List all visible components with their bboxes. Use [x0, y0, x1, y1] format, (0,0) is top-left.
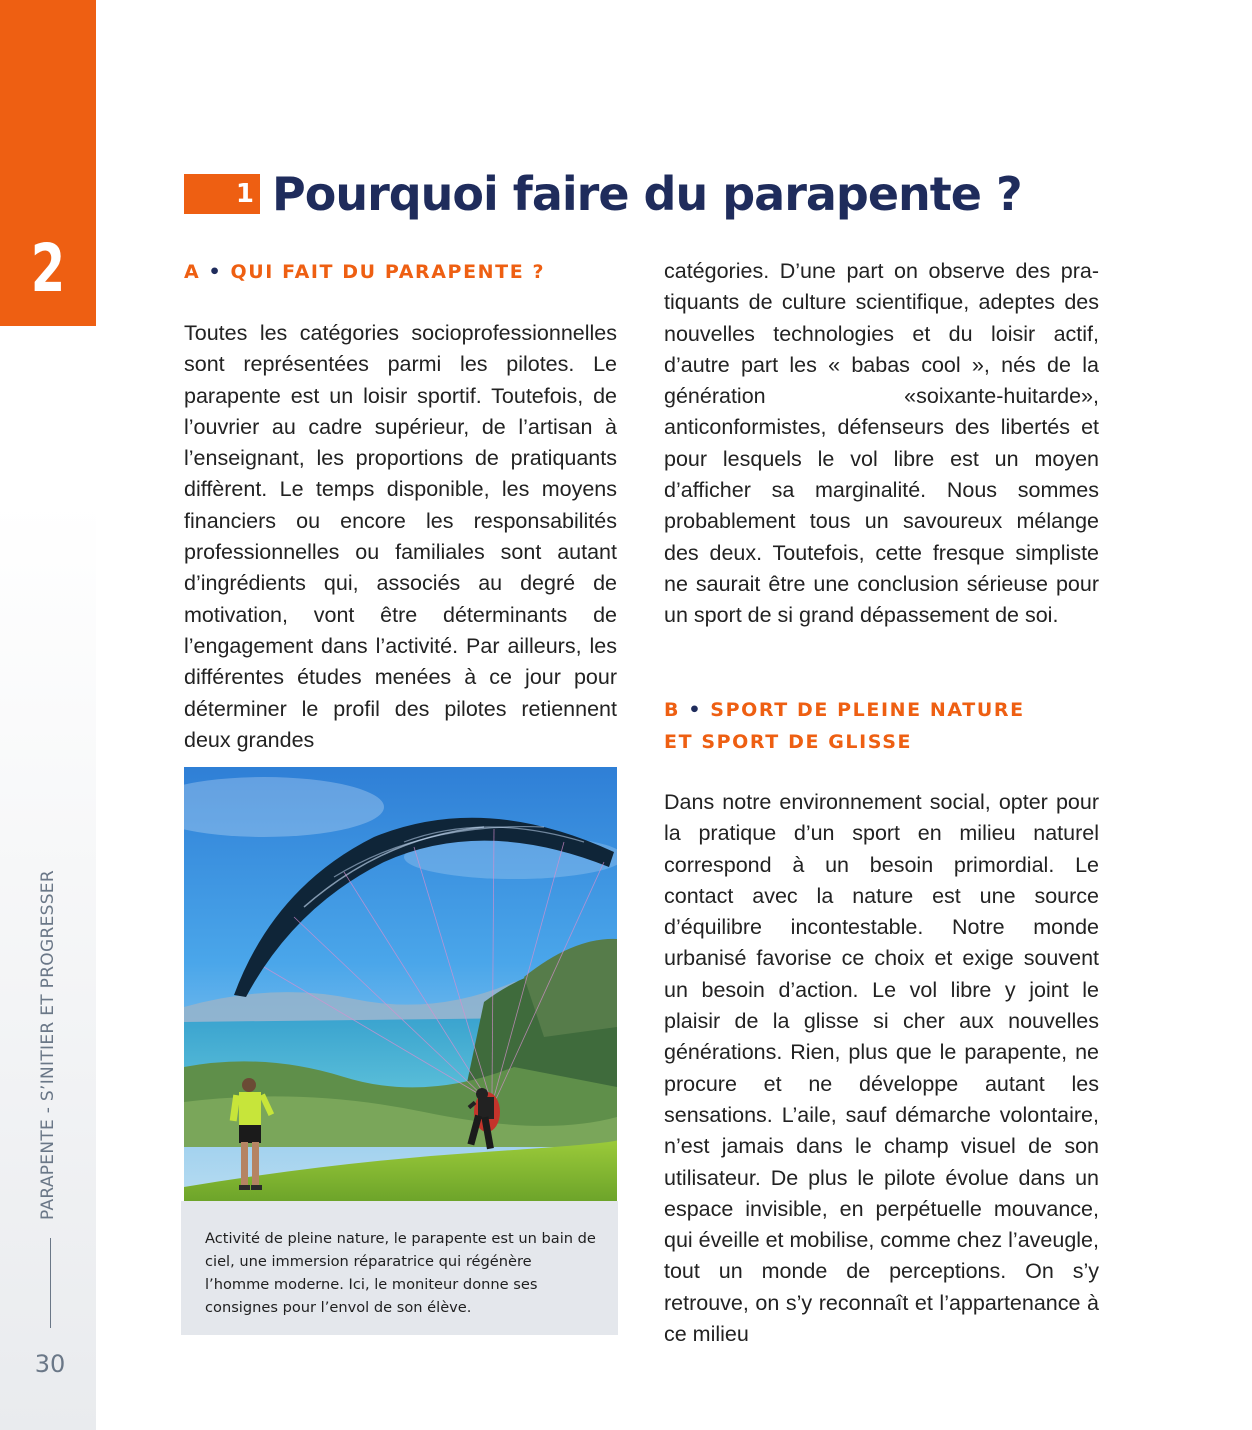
- section-title: Pourquoi faire du parapente ?: [272, 167, 1022, 221]
- running-title: PARAPENTE - S’INITIER ET PROGRESSER: [38, 870, 58, 1220]
- section-number: 1: [235, 179, 254, 209]
- paragraph-col2-b: Dans notre environnement social, opter pour la pratique d’un sport en milieu naturel correspond à un besoin primordial. Le contact avec la nature est une source d’équilibre incontestable. Notre monde urbanisé favorise ce choix et exige souvent un besoin d’action. Le vol libre y joint le plaisir de la glisse si cher aux nouvelles générations. Rien, plus que le parapente, ne procure et ne développe autant les sensations. L’aile, sauf démarche volontaire, n’est jamais dans le champ visuel de son utilisateur. De plus le pilote évolue dans un espace invisible, en perpétuelle mouvance, qui éveille et mobilise, comme chez l’aveugle, tout un monde de perceptions. On s’y retrouve, on s’y reconnaît et l’appartenance à ce milieu: [664, 790, 1099, 1347]
- running-rule: [50, 1238, 51, 1328]
- paragraph-col1: Toutes les catégories socioprofessionnelles sont représentées parmi les pilotes. Le parapente est un loisir sportif. Toutefois, de l’ouvrier au cadre supérieur, de l’artisan à l’enseignant, les proportions de pratiquants diffèrent. Le temps disponible, les moyens financiers ou encore les responsabilités professionnelles ou familiales sont autant d’ingrédients qui, associés au degré de motivation, vont être déterminants de l’engagement dans l’activité. Par ailleurs, les différentes études menées à ce jour pour déterminer le profil des pilotes retiennent deux grandes: [184, 321, 617, 752]
- figure-caption-box: [181, 1201, 618, 1335]
- subsection-a-heading: [184, 256, 545, 288]
- subsection-b-title-line2: ET SPORT DE GLISSE: [664, 731, 913, 753]
- subsection-b-title-line1: SPORT DE PLEINE NATURE: [710, 699, 1025, 721]
- paragraph-col2-continued: catégories. D’une part on observe des pratiquants de culture scientifique, adeptes des nouvelles technologies et du loisir actif, d’autre part les « babas cool », nés de la génération «soixante-huitarde», anticonformistes, défenseurs des libertés et pour lesquels le vol libre est un moyen d’afficher sa marginalité. Nous sommes probablement tous un savoureux mélange des deux. Toutefois, cette fresque simpliste ne saurait être une conclusion sérieuse pour un sport de si grand dépassement de soi.: [664, 259, 1099, 628]
- figure-caption: Activité de pleine nature, le parapente est un bain de ciel, une immersion réparatrice qui régénère l’homme moderne. Ici, le moniteur donne ses consignes pour l’envol de son élève.: [205, 1230, 596, 1316]
- section-heading: [184, 167, 1022, 221]
- subsection-a-title: QUI FAIT DU PARAPENTE ?: [230, 261, 546, 283]
- subsection-b-bullet: •: [688, 699, 703, 721]
- chapter-number: 2: [30, 230, 66, 307]
- section-number-bar: [184, 174, 260, 214]
- subsection-b-letter: B: [664, 699, 681, 721]
- paragliding-photo: [184, 767, 617, 1201]
- chapter-sidebar: [0, 0, 96, 1430]
- page-number: 30: [34, 1350, 66, 1378]
- subsection-a-letter: A: [184, 261, 201, 283]
- subsection-a-bullet: •: [208, 261, 223, 283]
- subsection-b-heading: [664, 694, 1025, 758]
